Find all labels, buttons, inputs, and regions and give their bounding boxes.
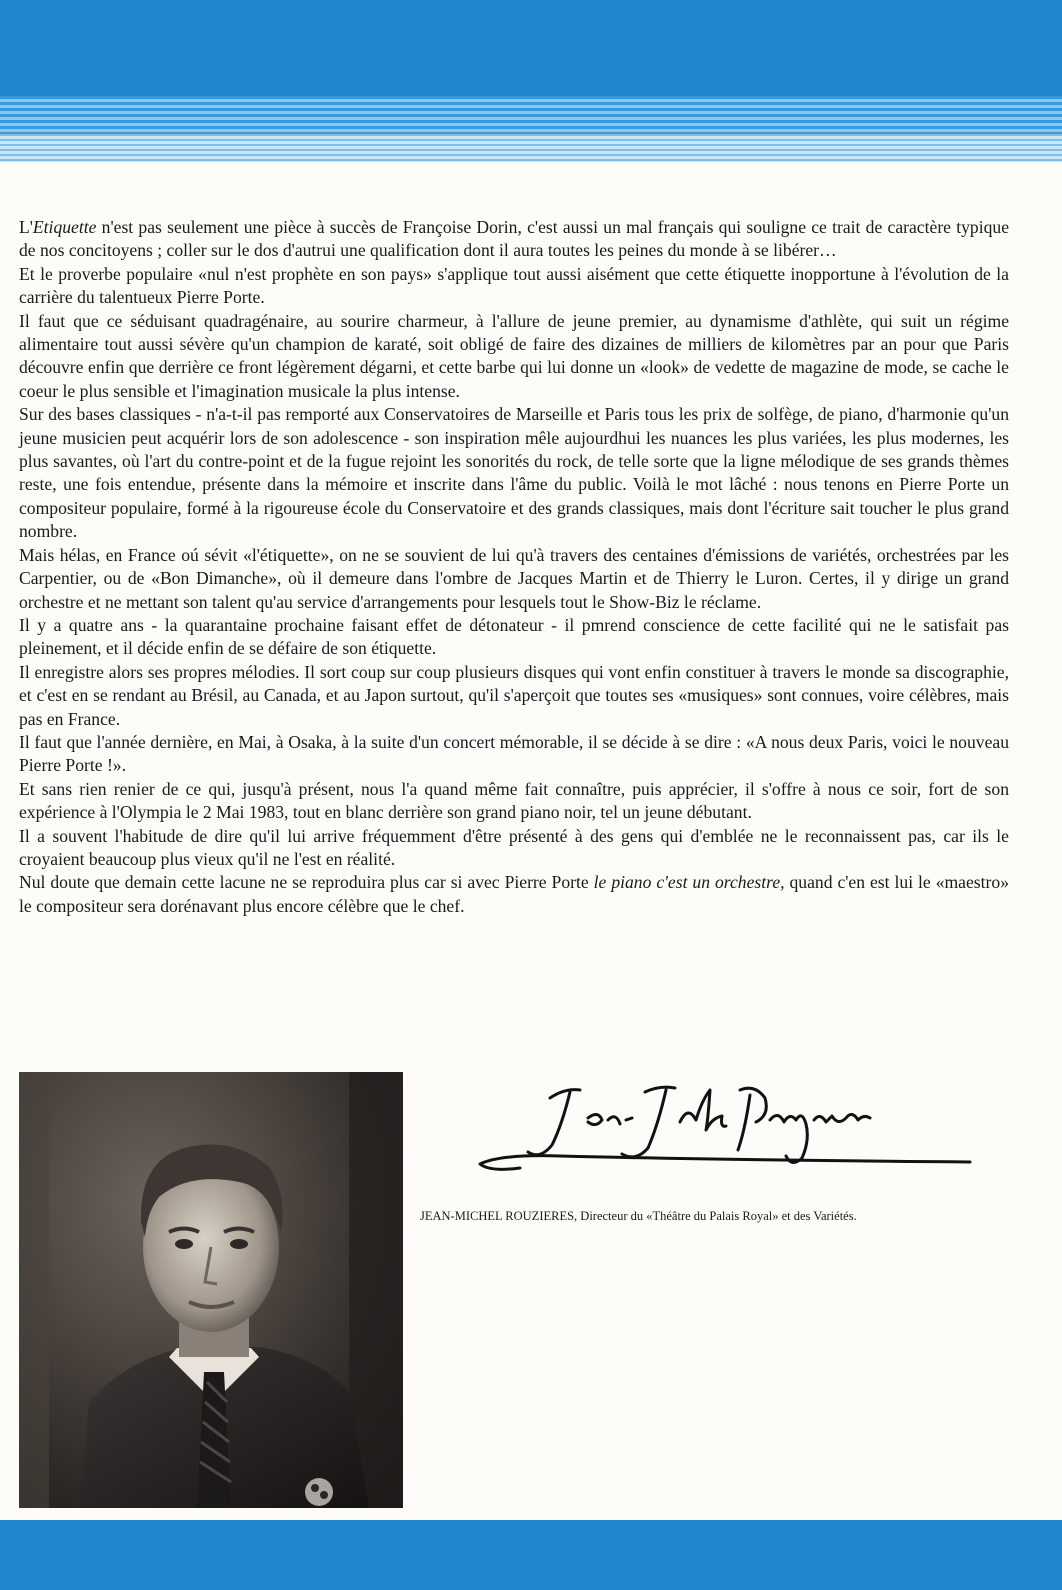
signature-caption: JEAN-MICHEL ROUZIERES, Directeur du «Théâtre du Palais Royal» et des Variétés. (420, 1209, 857, 1223)
paragraph-10: Il a souvent l'habitude de dire qu'il lui arrive fréquemment d'être présenté à des gens qui d'emblée ne le reconnaissent pas, car ils le croyaient beaucoup plus vieux qu'il ne l'est en réalité. (19, 825, 1009, 869)
paragraph-11 (19, 871, 1009, 918)
text-fragment: quand c'en est lui le «maestro» le compositeur sera dorénavant plus encore célèbre que le chef. (19, 872, 1009, 916)
play-title: Etiquette (32, 217, 97, 237)
paragraph-4: Sur des bases classiques - n'a-t-il pas remporté aux Conservatoires de Marseille et Paris tous les prix de solfège, de piano, d'harmonie qu'un jeune musicien peut acquérir lors de son adolescence - son inspiration mêle aujourdhui les nuances les plus variées, les plus modernes, les plus savantes, où l'art du contre-point et de la fugue rejoint les sonorités du rock, de telle sorte que la ligne mélodique de ses grands thèmes reste, une fois entendue, présente dans la mémoire et inscrite dans l'âme du public. Voilà le mot lâché : nous tenons en Pierre Porte un compositeur populaire, formé à la rigoureuse école du Conservatoire et des grands classiques, mais dont l'écriture sait toucher le plus grand nombre. (19, 404, 1009, 542)
paragraph-5: Mais hélas, en France oú sévit «l'étiquette», on ne se souvient de lui qu'à travers des centaines d'émissions de variétés, orchestrées par les Carpentier, ou de «Bon Dimanche», où il demeure dans l'ombre de Jacques Martin et de Thierry le Luron. Certes, il y dirige un grand orchestre et ne mettant son talent qu'au service d'arrangements pour lesquels tout le Show-Biz le réclame. (19, 544, 1009, 612)
paragraph-7: Il enregistre alors ses propres mélodies. Il sort coup sur coup plusieurs disques qui vont enfin constituer à travers le monde sa discographie, et c'est en se rendant au Brésil, au Canada, et au Japon surtout, qu'il s'aperçoit que toutes ses «musiques» sont connues, voire célèbres, mais pas en France. (19, 661, 1009, 729)
paragraph-2: Et le proverbe populaire «nul n'est prophète en son pays» s'applique tout aussi aisément que cette étiquette inopportune à l'évolution de la carrière du talentueux Pierre Porte. (19, 263, 1009, 308)
portrait-photo (19, 1072, 403, 1508)
paragraph-3: Il faut que ce séduisant quadragénaire, au sourire charmeur, à l'allure de jeune premier, au dynamisme d'athlète, qui suit un régime alimentaire tout aussi sévère qu'un champion de karaté, soit obligé de faire des dizaines de milliers de kilomètres par an pour que Paris découvre enfin que derrière ce front légèrement dégarni, et cette barbe qui lui donne un «look» de vedette de magazine de mode, se cache le coeur le plus sensible et l'imagination musicale la plus intense. (19, 310, 1009, 401)
paragraph-8: Il faut que l'année dernière, en Mai, à Osaka, à la suite d'un concert mémorable, il se décide à se dire : «A nous deux Paris, voici le nouveau Pierre Porte !». (19, 731, 1009, 776)
article-body (19, 216, 1009, 918)
paragraph-1 (19, 216, 1009, 263)
paragraph-9: Et sans rien renier de ce qui, jusqu'à présent, nous l'a quand même fait connaître, puis apprécier, il s'offre à nous ce soir, fort de son expérience à l'Olympia le 2 Mai 1983, tout en blanc derrière son grand piano noir, tel un jeune débutant. (19, 778, 1009, 823)
paragraph-6: Il y a quatre ans - la quarantaine prochaine faisant effet de détonateur - il pmrend conscience de cette facilité qui ne le satisfait pas pleinement, et il décide enfin de se défaire de son étiquette. (19, 614, 1009, 659)
text-fragment: n'est pas seulement une pièce à succès de Françoise Dorin, c'est aussi un mal français qui souligne ce trait de caractère typique de nos concitoyens ; coller sur le dos d'autrui une qualification dont il aura toutes les peines du monde à se libérer… (19, 217, 1009, 261)
top-striped-band (0, 96, 1062, 162)
bottom-blue-band (0, 1520, 1062, 1590)
italic-phrase: le piano c'est un orchestre, (593, 872, 785, 893)
text-fragment: L' (19, 217, 33, 237)
handwritten-signature (470, 1070, 990, 1180)
text-fragment: Nul doute que demain cette lacune ne se reproduira plus car si avec Pierre Porte (19, 872, 594, 893)
top-blue-band (0, 0, 1062, 96)
